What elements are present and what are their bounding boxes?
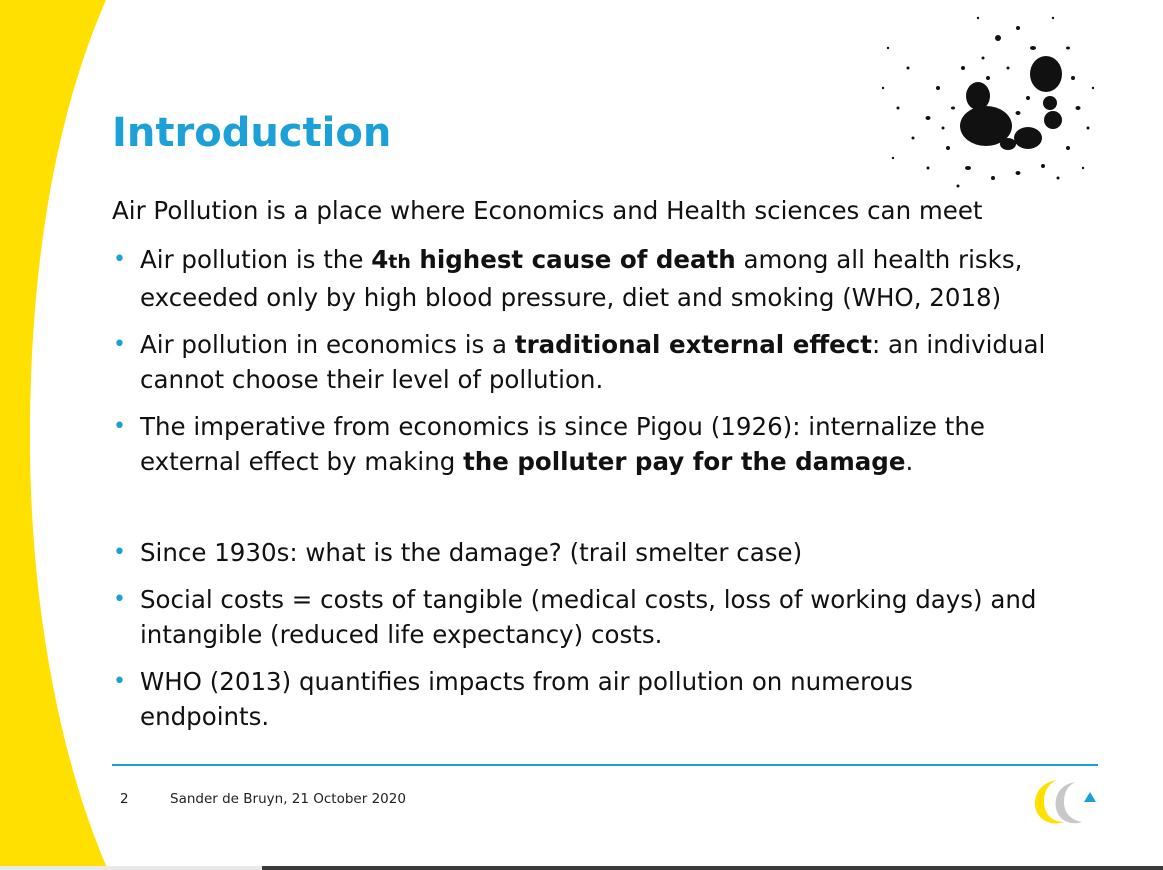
bullet-dot: • <box>113 587 126 612</box>
bullet-text: Since 1930s: what is the damage? (trail smelter case) <box>140 538 803 567</box>
bullet-text: cannot choose their level of pollution. <box>140 365 604 394</box>
bullet-text: exceeded only by high blood pressure, diet and smoking (WHO, 2018) <box>140 283 1002 312</box>
bullet-dot: • <box>113 414 126 439</box>
list-item <box>112 664 1102 734</box>
bold-phrase: highest cause of death <box>410 245 736 274</box>
bullet-text: Air pollution is the <box>140 245 372 274</box>
ink-splash-icon <box>868 8 1103 198</box>
bullet-text: The imperative from economics is since Pigou (1926): internalize the <box>140 412 985 441</box>
bullet-text: endpoints. <box>140 702 270 731</box>
bullet-dot: • <box>113 247 126 272</box>
list-item <box>112 242 1102 315</box>
bullet-text: : an individual <box>872 330 1046 359</box>
yellow-band-decoration <box>0 0 110 870</box>
bullet-dot: • <box>113 540 126 565</box>
list-item <box>112 535 1102 570</box>
intro-text: Air Pollution is a place where Economics and Health sciences can meet <box>112 196 983 225</box>
slide-title: Introduction <box>112 110 392 156</box>
ordinal-suffix: th <box>388 251 411 273</box>
bullet-text: among all health risks, <box>735 245 1023 274</box>
bullet-text: external effect by making <box>140 447 464 476</box>
list-item <box>112 409 1102 479</box>
bottom-edge-dark <box>262 866 1163 870</box>
bullet-list <box>112 242 1102 746</box>
bullet-text: WHO (2013) quantifies impacts from air pollution on numerous <box>140 667 913 696</box>
list-item <box>112 327 1102 397</box>
footer-divider <box>112 764 1098 766</box>
bullet-dot: • <box>113 669 126 694</box>
list-item <box>112 582 1102 652</box>
ce-delft-logo-icon <box>1030 776 1102 828</box>
page-number: 2 <box>120 791 129 807</box>
bullet-bold-text: traditional external effect <box>514 330 873 359</box>
bullet-text: intangible (reduced life expectancy) costs. <box>140 620 663 649</box>
bullet-text: Social costs = costs of tangible (medical costs, loss of working days) and <box>140 585 1037 614</box>
bullet-bold-text: the polluter pay for the damage <box>463 447 906 476</box>
ordinal-number: 4 <box>371 245 389 274</box>
bullet-text: . <box>905 447 914 476</box>
bullet-bold-text <box>371 245 736 274</box>
bullet-text: Air pollution in economics is a <box>140 330 515 359</box>
footer-author-date: Sander de Bruyn, 21 October 2020 <box>170 791 406 807</box>
bullet-dot: • <box>113 332 126 357</box>
